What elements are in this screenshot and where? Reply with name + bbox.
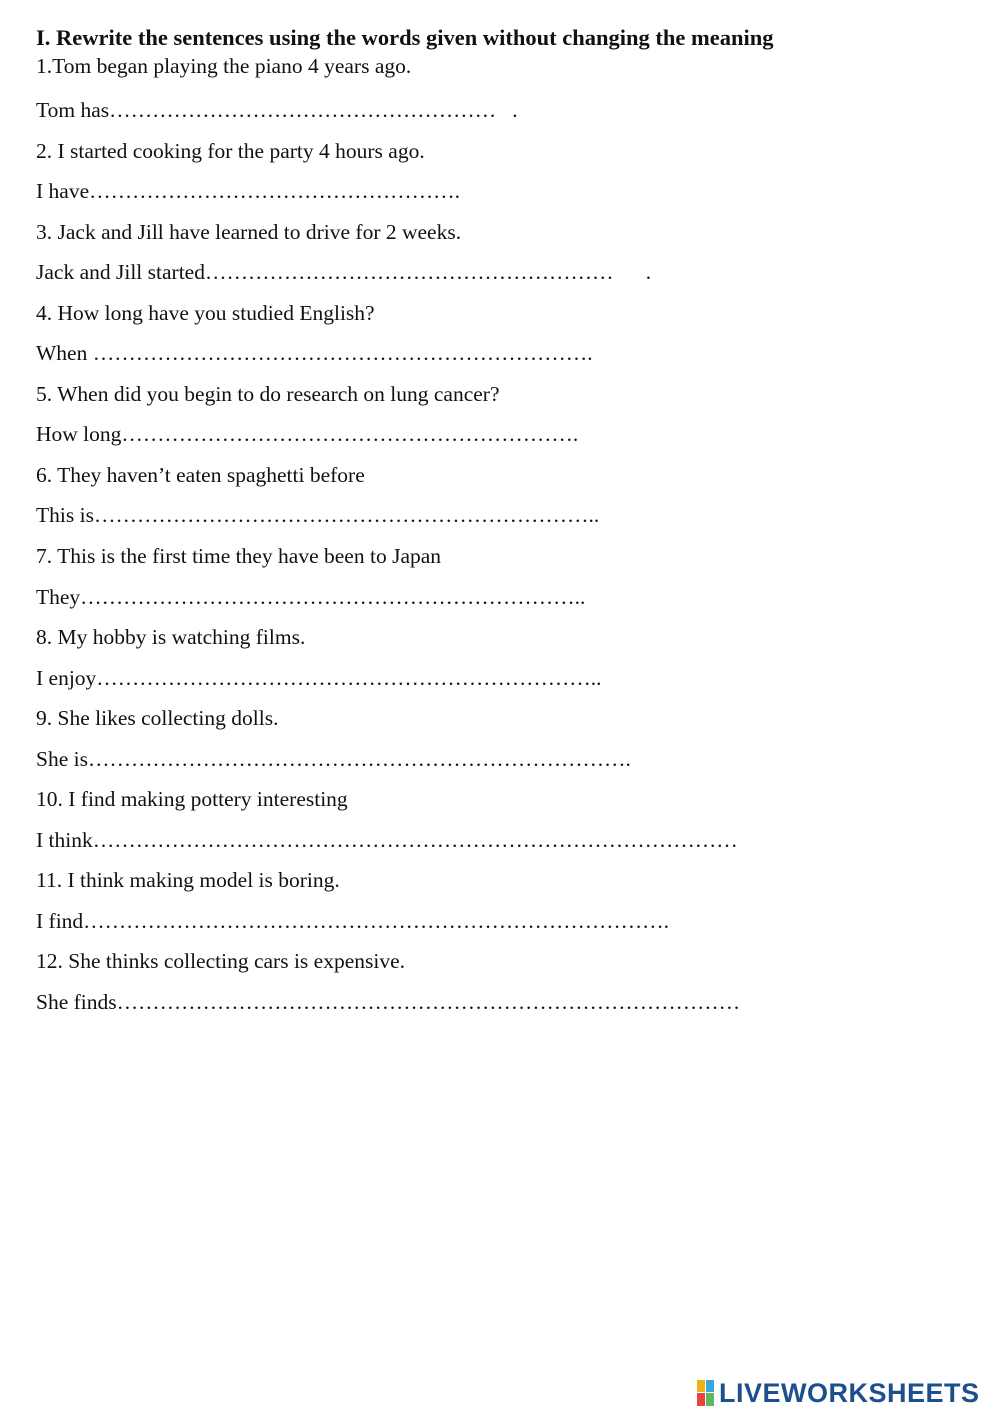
answer-line[interactable]: I think………………………………………………………………………………	[36, 827, 738, 852]
answer-line[interactable]: This is……………………………………………………………..	[36, 503, 600, 528]
answer-line[interactable]: She finds……………………………………………………………………………	[36, 990, 741, 1015]
liveworksheets-logo	[697, 1378, 980, 1408]
answer-line[interactable]: Jack and Jill started………………………………………………… .	[36, 260, 652, 285]
exercise-prompt: 12. She thinks collecting cars is expensive.	[36, 949, 406, 974]
answer-line[interactable]: How long……………………………………………………….	[36, 422, 579, 447]
answer-line[interactable]: They……………………………………………………………..	[36, 584, 586, 609]
answer-line[interactable]: She is………………………………………………………………….	[36, 746, 631, 771]
answer-line[interactable]: I enjoy……………………………………………………………..	[36, 665, 602, 690]
answer-line[interactable]: When …………………………………………………………….	[36, 341, 593, 366]
exercise-prompt: 8. My hobby is watching films.	[36, 625, 306, 650]
exercise-prompt: 1.Tom began playing the piano 4 years ago.	[36, 54, 412, 78]
exercise-prompt: 6. They haven’t eaten spaghetti before	[36, 462, 365, 487]
exercise-prompt: 2. I started cooking for the party 4 hours ago.	[36, 138, 425, 163]
exercise-prompt: 4. How long have you studied English?	[36, 300, 375, 325]
exercise-prompt: 11. I think making model is boring.	[36, 868, 340, 893]
logo-wordmark: LIVEWORKSHEETS	[719, 1377, 980, 1408]
exercise-prompt: 9. She likes collecting dolls.	[36, 706, 279, 731]
exercise-prompt: 3. Jack and Jill have learned to drive for 2 weeks.	[36, 219, 462, 244]
liveworksheets-logo-icon	[697, 1380, 715, 1406]
exercise-prompt: 5. When did you begin to do research on lung cancer?	[36, 381, 500, 406]
exercise-heading: I. Rewrite the sentences using the words given without changing the meaning	[36, 25, 774, 50]
answer-line[interactable]: Tom has……………………………………………… .	[36, 98, 518, 122]
exercise-list	[36, 52, 966, 1023]
exercise-prompt: 7. This is the first time they have been to Japan	[36, 544, 442, 569]
answer-line[interactable]: I have…………………………………………….	[36, 179, 460, 204]
exercise-prompt: 10. I find making pottery interesting	[36, 787, 348, 812]
answer-line[interactable]: I find……………………………………………………………………….	[36, 908, 670, 933]
